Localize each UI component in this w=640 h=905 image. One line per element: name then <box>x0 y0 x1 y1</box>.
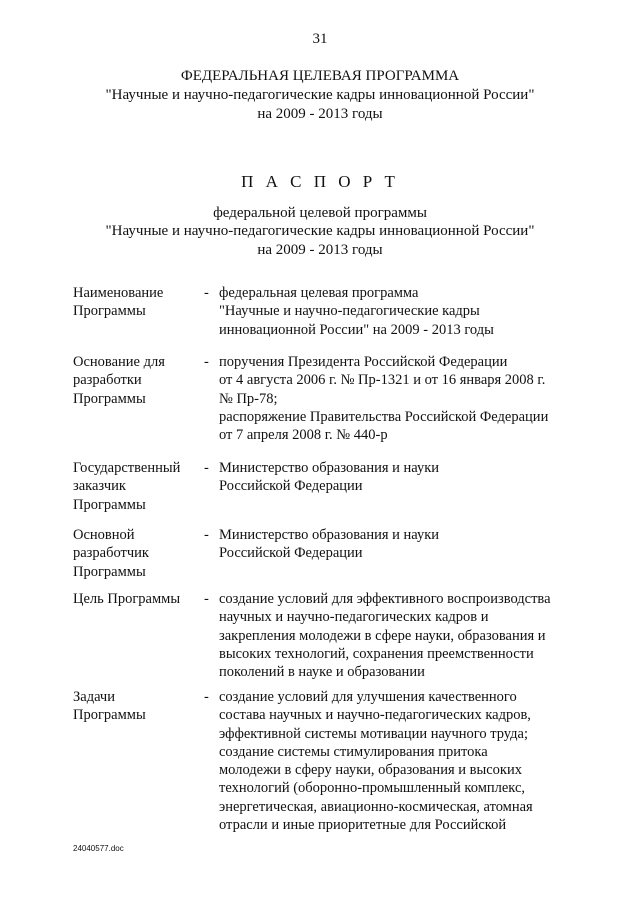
row-content-name <box>219 284 579 339</box>
row-content-line: распоряжение Правительства Российской Федерации <box>219 408 549 425</box>
row-label-line: Программы <box>73 496 146 513</box>
row-content-line: от 7 апреля 2008 г. № 440-р <box>219 427 388 444</box>
passport-title: П А С П О Р Т <box>241 172 399 191</box>
row-content-line: состава научных и научно-педагогических кадров, <box>219 707 531 724</box>
row-label-line: Задачи <box>73 689 115 705</box>
header-line-1: ФЕДЕРАЛЬНАЯ ЦЕЛЕВАЯ ПРОГРАММА <box>180 68 460 84</box>
row-label-line: Основание для <box>73 354 165 370</box>
passport-heading <box>0 173 640 259</box>
row-label-line: Цель Программы <box>73 591 181 607</box>
page-number: 31 <box>312 31 328 47</box>
row-content-line: молодежи в сферу науки, образования и высоких <box>219 762 522 779</box>
row-content-line: создание условий для улучшения качественного <box>219 689 517 705</box>
row-content-line: создание условий для эффективного воспроизводства <box>219 591 551 607</box>
row-dash: - <box>204 354 209 370</box>
row-dash: - <box>204 285 209 301</box>
row-content-line: высоких технологий, сохранения преемственности <box>219 645 534 662</box>
row-label-line: Программы <box>73 390 146 407</box>
row-label-name <box>73 284 198 321</box>
passport-line-3: на 2009 - 2013 годы <box>257 241 383 258</box>
row-label-line: Программы <box>73 563 146 580</box>
row-content-line: технологий (оборонно-промышленный комплекс, <box>219 780 526 797</box>
row-content-line: № Пр-78; <box>219 390 278 407</box>
header-line-3: на 2009 - 2013 годы <box>257 106 383 122</box>
row-label-line: Программы <box>73 707 146 724</box>
row-content-line: поручения Президента Российской Федерации <box>219 354 508 370</box>
row-label-line: заказчик <box>73 478 126 495</box>
row-content-line: от 4 августа 2006 г. № Пр-1321 и от 16 января 2008 г. <box>219 372 546 389</box>
row-label-line: разработки <box>73 372 142 389</box>
passport-line-2: "Научные и научно-педагогические кадры инновационной России" <box>105 223 535 239</box>
row-content-line: "Научные и научно-педагогические кадры <box>219 303 480 320</box>
row-content-line: Российской Федерации <box>219 478 363 495</box>
row-dash: - <box>204 460 209 476</box>
row-content-line: эффективной системы мотивации научного труда; <box>219 725 528 742</box>
row-content-line: инновационной России" на 2009 - 2013 годы <box>219 321 494 338</box>
row-label-customer <box>73 459 198 514</box>
row-content-goal <box>219 590 579 681</box>
row-label-basis <box>73 353 198 408</box>
row-content-line: федеральная целевая программа <box>219 285 419 301</box>
row-content-line: закрепления молодежи в сфере науки, образования и <box>219 627 546 644</box>
document-header <box>0 67 640 124</box>
header-line-2: "Научные и научно-педагогические кадры инновационной России" <box>105 87 535 103</box>
row-content-developer <box>219 526 579 563</box>
row-content-line: Российской Федерации <box>219 545 363 562</box>
footer-doc-id: 24040577.doc <box>73 844 124 853</box>
row-content-tasks <box>219 688 579 834</box>
row-label-line: Государственный <box>73 460 181 476</box>
row-content-line: создание системы стимулирования притока <box>219 743 488 760</box>
row-label-goal <box>73 590 198 608</box>
row-dash: - <box>204 689 209 705</box>
row-content-basis <box>219 353 579 444</box>
row-label-line: Наименование <box>73 285 164 301</box>
row-content-customer <box>219 459 579 496</box>
row-label-line: Основной <box>73 527 135 543</box>
passport-line-1: федеральной целевой программы <box>213 204 427 221</box>
row-label-line: разработчик <box>73 545 149 562</box>
row-label-tasks <box>73 688 198 725</box>
row-content-line: Министерство образования и науки <box>219 460 440 476</box>
row-label-line: Программы <box>73 303 146 320</box>
row-content-line: поколений в науке и образовании <box>219 664 425 681</box>
row-content-line: научных и научно-педагогических кадров и <box>219 609 489 626</box>
row-dash: - <box>204 591 209 607</box>
row-label-developer <box>73 526 198 581</box>
row-dash: - <box>204 527 209 543</box>
row-content-line: энергетическая, авиационно-космическая, атомная <box>219 798 533 815</box>
row-content-line: Министерство образования и науки <box>219 527 440 543</box>
row-content-line: отрасли и иные приоритетные для Российской <box>219 817 507 834</box>
